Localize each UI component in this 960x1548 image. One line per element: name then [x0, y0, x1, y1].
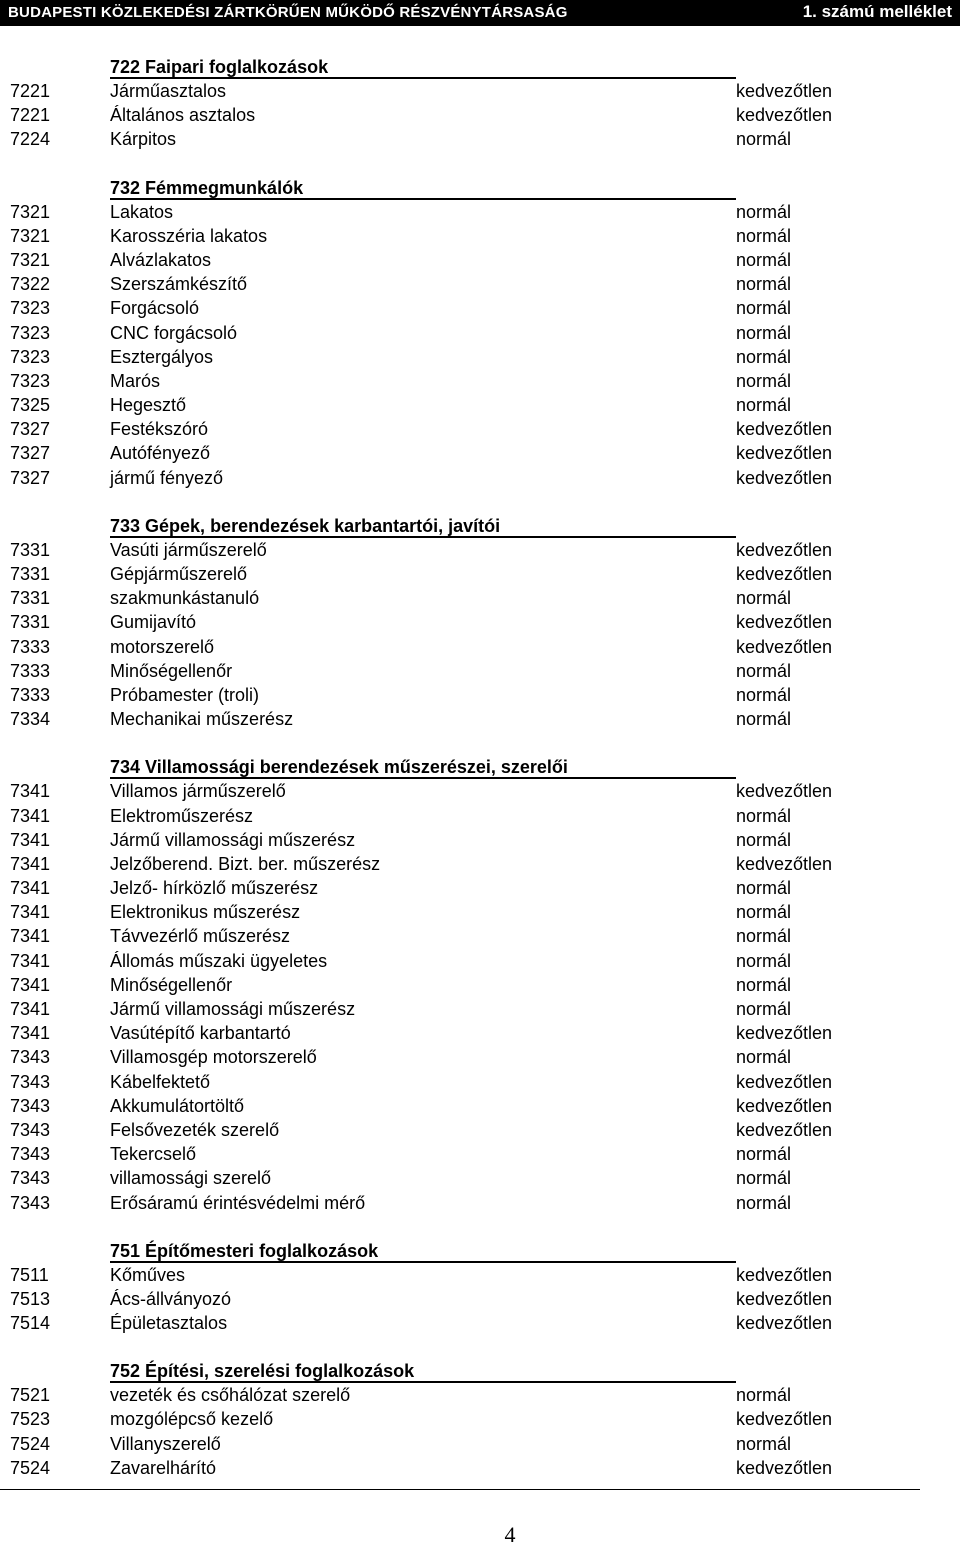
occupation-name: Kárpitos — [110, 129, 177, 150]
condition-rating: normál — [736, 129, 792, 150]
occupation-code: 7333 — [10, 684, 51, 705]
occupation-name: Gumijavító — [110, 612, 197, 633]
list-item — [0, 224, 960, 248]
occupation-name: Villamos járműszerelő — [110, 781, 286, 802]
condition-rating: kedvezőtlen — [736, 636, 833, 657]
occupation-code: 7224 — [10, 129, 51, 150]
occupation-name: Autófényező — [110, 443, 211, 464]
occupation-name: Akkumulátortöltő — [110, 1095, 245, 1116]
occupation-name: jármű fényező — [110, 467, 224, 488]
occupation-name: Lakatos — [110, 201, 174, 222]
condition-rating: normál — [736, 249, 792, 270]
list-item — [0, 248, 960, 272]
list-item — [0, 1070, 960, 1094]
list-item — [0, 466, 960, 490]
occupation-name: Jelző- hírközlő műszerész — [110, 878, 319, 899]
list-item — [0, 441, 960, 465]
occupation-name: Állomás műszaki ügyeletes — [110, 950, 328, 971]
section-spacer — [0, 731, 960, 755]
occupation-name: szakmunkástanuló — [110, 588, 260, 609]
condition-rating: kedvezőtlen — [736, 81, 833, 101]
occupation-name: Jármű villamossági műszerész — [110, 999, 356, 1019]
occupation-code: 7341 — [10, 829, 51, 850]
occupation-name: mozgólépcső kezelő — [110, 1409, 274, 1430]
condition-rating: normál — [736, 1047, 792, 1068]
occupation-name: motorszerelő — [110, 636, 215, 657]
list-item — [0, 1094, 960, 1118]
condition-rating: normál — [736, 829, 792, 850]
section-title — [0, 176, 960, 200]
occupation-name: Kábelfektető — [110, 1071, 211, 1092]
condition-rating: normál — [736, 974, 792, 995]
occupation-code: 7524 — [10, 1457, 51, 1478]
section-title-text: 722 Faipari foglalkozások — [110, 57, 329, 77]
occupation-code: 7327 — [10, 419, 51, 440]
occupation-name: Villanyszerelő — [110, 1433, 221, 1454]
section-spacer — [0, 152, 960, 176]
list-item — [0, 296, 960, 320]
occupation-code: 7341 — [10, 878, 51, 899]
condition-rating: normál — [736, 684, 792, 705]
list-item — [0, 79, 960, 103]
condition-rating: normál — [736, 395, 792, 416]
list-item — [0, 1287, 960, 1311]
condition-rating: normál — [736, 322, 792, 343]
occupation-code: 7341 — [10, 805, 51, 826]
occupation-code: 7221 — [10, 81, 51, 101]
section-title — [0, 755, 960, 779]
occupation-name: Festékszóró — [110, 419, 209, 440]
condition-rating: kedvezőtlen — [736, 1119, 833, 1140]
list-item — [0, 949, 960, 973]
attachment-label: 1. számú melléklet — [802, 2, 952, 21]
list-item — [0, 610, 960, 634]
occupation-name: Zavarelhárító — [110, 1457, 217, 1478]
condition-rating: kedvezőtlen — [736, 443, 833, 464]
occupation-code: 7343 — [10, 1144, 51, 1165]
list-item — [0, 538, 960, 562]
occupation-code: 7341 — [10, 950, 51, 971]
occupation-name: Esztergályos — [110, 346, 214, 367]
occupation-name: Forgácsoló — [110, 298, 200, 319]
condition-rating: kedvezőtlen — [736, 467, 833, 488]
condition-rating: normál — [736, 225, 792, 246]
occupation-name: Tekercselő — [110, 1144, 197, 1165]
occupation-code: 7341 — [10, 902, 51, 923]
occupation-name: villamossági szerelő — [110, 1168, 272, 1189]
condition-rating: kedvezőtlen — [736, 612, 833, 633]
condition-rating: normál — [736, 805, 792, 826]
list-item — [0, 659, 960, 683]
occupation-code: 7343 — [10, 1047, 51, 1068]
section-spacer — [0, 1335, 960, 1359]
occupation-code: 7341 — [10, 974, 51, 995]
list-item — [0, 1432, 960, 1456]
condition-rating: normál — [736, 201, 792, 222]
condition-rating: normál — [736, 709, 792, 730]
document-header — [0, 0, 960, 26]
list-item — [0, 1407, 960, 1431]
section-title — [0, 1239, 960, 1263]
list-item — [0, 103, 960, 127]
occupation-code: 7321 — [10, 201, 51, 222]
condition-rating: normál — [736, 1192, 792, 1213]
occupation-code: 7521 — [10, 1385, 51, 1406]
occupation-code: 7341 — [10, 999, 51, 1019]
list-item — [0, 200, 960, 224]
occupation-code: 7323 — [10, 298, 51, 319]
list-item — [0, 1456, 960, 1480]
list-item — [0, 1142, 960, 1166]
list-item — [0, 1311, 960, 1335]
page-number: 4 — [504, 1522, 516, 1547]
occupation-code: 7321 — [10, 249, 51, 270]
condition-rating: kedvezőtlen — [736, 1313, 833, 1334]
occupation-code: 7513 — [10, 1288, 51, 1309]
list-item — [0, 321, 960, 345]
occupation-name: Ács-állványozó — [110, 1288, 232, 1309]
list-item — [0, 707, 960, 731]
occupation-name: Minőségellenőr — [110, 974, 233, 995]
list-item — [0, 417, 960, 441]
list-item — [0, 828, 960, 852]
occupation-code: 7331 — [10, 612, 51, 633]
section-title-text: 733 Gépek, berendezések karbantartói, javítói — [110, 515, 501, 536]
occupation-name: Marós — [110, 370, 161, 391]
occupation-code: 7321 — [10, 225, 51, 246]
condition-rating: kedvezőtlen — [736, 781, 833, 802]
occupation-name: Vasúti járműszerelő — [110, 539, 267, 560]
section-spacer — [0, 490, 960, 514]
section-title-text: 751 Építőmesteri foglalkozások — [110, 1240, 379, 1261]
occupation-code: 7514 — [10, 1313, 51, 1334]
list-item — [0, 852, 960, 876]
occupation-name: Hegesztő — [110, 395, 187, 416]
occupation-name: vezeték és csőhálózat szerelő — [110, 1385, 351, 1406]
occupation-name: Távvezérlő műszerész — [110, 926, 291, 947]
occupation-code: 7327 — [10, 443, 51, 464]
condition-rating: normál — [736, 950, 792, 971]
occupation-name: Gépjárműszerelő — [110, 564, 248, 584]
list-item — [0, 393, 960, 417]
occupation-name: Szerszámkészítő — [110, 274, 248, 295]
list-item — [0, 127, 960, 151]
occupation-code: 7331 — [10, 588, 51, 609]
occupation-name: Elektronikus műszerész — [110, 902, 301, 923]
list-item — [0, 1191, 960, 1215]
occupation-code: 7333 — [10, 636, 51, 657]
condition-rating: kedvezőtlen — [736, 1264, 833, 1285]
occupation-name: Felsővezeték szerelő — [110, 1119, 280, 1140]
list-item — [0, 369, 960, 393]
list-item — [0, 779, 960, 803]
condition-rating: kedvezőtlen — [736, 1409, 833, 1430]
occupation-name: Vasútépítő karbantartó — [110, 1023, 291, 1044]
occupation-code: 7511 — [10, 1264, 49, 1285]
occupation-code: 7327 — [10, 467, 51, 488]
list-item — [0, 635, 960, 659]
list-item — [0, 683, 960, 707]
list-item — [0, 973, 960, 997]
occupation-name: Mechanikai műszerész — [110, 709, 294, 730]
occupation-code: 7331 — [10, 539, 51, 560]
condition-rating: normál — [736, 274, 792, 295]
condition-rating: kedvezőtlen — [736, 1071, 833, 1092]
condition-rating: normál — [736, 1168, 792, 1189]
occupation-name: Erősáramú érintésvédelmi mérő — [110, 1192, 366, 1213]
occupation-name: Járműasztalos — [110, 81, 227, 101]
occupation-code: 7343 — [10, 1071, 51, 1092]
condition-rating: kedvezőtlen — [736, 1023, 833, 1044]
occupation-name: Próbamester (troli) — [110, 684, 260, 705]
section-title-text: 734 Villamossági berendezések műszerészei, szerelői — [110, 757, 568, 778]
occupation-code: 7343 — [10, 1168, 51, 1189]
condition-rating: normál — [736, 1433, 792, 1454]
occupation-name: Jelzőberend. Bizt. ber. műszerész — [110, 853, 381, 874]
condition-rating: kedvezőtlen — [736, 564, 833, 584]
list-item — [0, 876, 960, 900]
list-item — [0, 997, 960, 1021]
list-item — [0, 1166, 960, 1190]
occupation-name: Épületasztalos — [110, 1313, 228, 1334]
occupation-code: 7325 — [10, 395, 51, 416]
occupation-code: 7524 — [10, 1433, 51, 1454]
list-item — [0, 345, 960, 369]
list-item — [0, 900, 960, 924]
condition-rating: normál — [736, 999, 792, 1019]
occupation-name: Elektroműszerész — [110, 805, 254, 826]
occupation-code: 7331 — [10, 564, 51, 584]
footer-rule — [0, 1489, 920, 1490]
occupation-list — [0, 55, 960, 1480]
condition-rating: normál — [736, 346, 792, 367]
occupation-code: 7341 — [10, 1023, 51, 1044]
occupation-name: Általános asztalos — [110, 105, 256, 126]
condition-rating: kedvezőtlen — [736, 1288, 833, 1309]
condition-rating: normál — [736, 1385, 792, 1406]
condition-rating: kedvezőtlen — [736, 105, 833, 126]
occupation-code: 7323 — [10, 346, 51, 367]
occupation-name: Villamosgép motorszerelő — [110, 1047, 317, 1068]
occupation-code: 7322 — [10, 274, 51, 295]
occupation-code: 7333 — [10, 660, 51, 681]
occupation-code: 7323 — [10, 370, 51, 391]
condition-rating: normál — [736, 370, 792, 391]
occupation-name: Karosszéria lakatos — [110, 225, 268, 246]
condition-rating: kedvezőtlen — [736, 539, 833, 560]
list-item — [0, 924, 960, 948]
section-title — [0, 514, 960, 538]
occupation-code: 7341 — [10, 853, 51, 874]
list-item — [0, 562, 960, 586]
list-item — [0, 1383, 960, 1407]
condition-rating: normál — [736, 1144, 792, 1165]
occupation-name: Jármű villamossági műszerész — [110, 829, 356, 850]
list-item — [0, 1045, 960, 1069]
list-item — [0, 1263, 960, 1287]
condition-rating: normál — [736, 660, 792, 681]
occupation-name: Alvázlakatos — [110, 249, 212, 270]
condition-rating: normál — [736, 588, 792, 609]
occupation-name: Kőműves — [110, 1264, 186, 1285]
occupation-code: 7221 — [10, 105, 51, 126]
company-name: BUDAPESTI KÖZLEKEDÉSI ZÁRTKÖRŰEN MŰKÖDŐ RÉSZVÉNYTÁRSASÁG — [8, 4, 568, 21]
condition-rating: kedvezőtlen — [736, 853, 833, 874]
occupation-code: 7343 — [10, 1119, 51, 1140]
occupation-code: 7334 — [10, 709, 51, 730]
section-title-text: 752 Építési, szerelési foglalkozások — [110, 1361, 415, 1382]
occupation-name: CNC forgácsoló — [110, 322, 238, 343]
occupation-code: 7343 — [10, 1192, 51, 1213]
list-item — [0, 272, 960, 296]
section-title-text: 732 Fémmegmunkálók — [110, 177, 304, 198]
occupation-code: 7341 — [10, 926, 51, 947]
condition-rating: normál — [736, 902, 792, 923]
section-title — [0, 1359, 960, 1383]
condition-rating: kedvezőtlen — [736, 1457, 833, 1478]
occupation-code: 7523 — [10, 1409, 51, 1430]
list-item — [0, 1118, 960, 1142]
section-spacer — [0, 1215, 960, 1239]
section-title — [0, 55, 960, 79]
condition-rating: normál — [736, 298, 792, 319]
condition-rating: normál — [736, 926, 792, 947]
occupation-code: 7341 — [10, 781, 51, 802]
condition-rating: normál — [736, 878, 792, 899]
occupation-name: Minőségellenőr — [110, 660, 233, 681]
condition-rating: kedvezőtlen — [736, 419, 833, 440]
list-item — [0, 1021, 960, 1045]
occupation-code: 7343 — [10, 1095, 51, 1116]
occupation-code: 7323 — [10, 322, 51, 343]
list-item — [0, 586, 960, 610]
condition-rating: kedvezőtlen — [736, 1095, 833, 1116]
list-item — [0, 804, 960, 828]
